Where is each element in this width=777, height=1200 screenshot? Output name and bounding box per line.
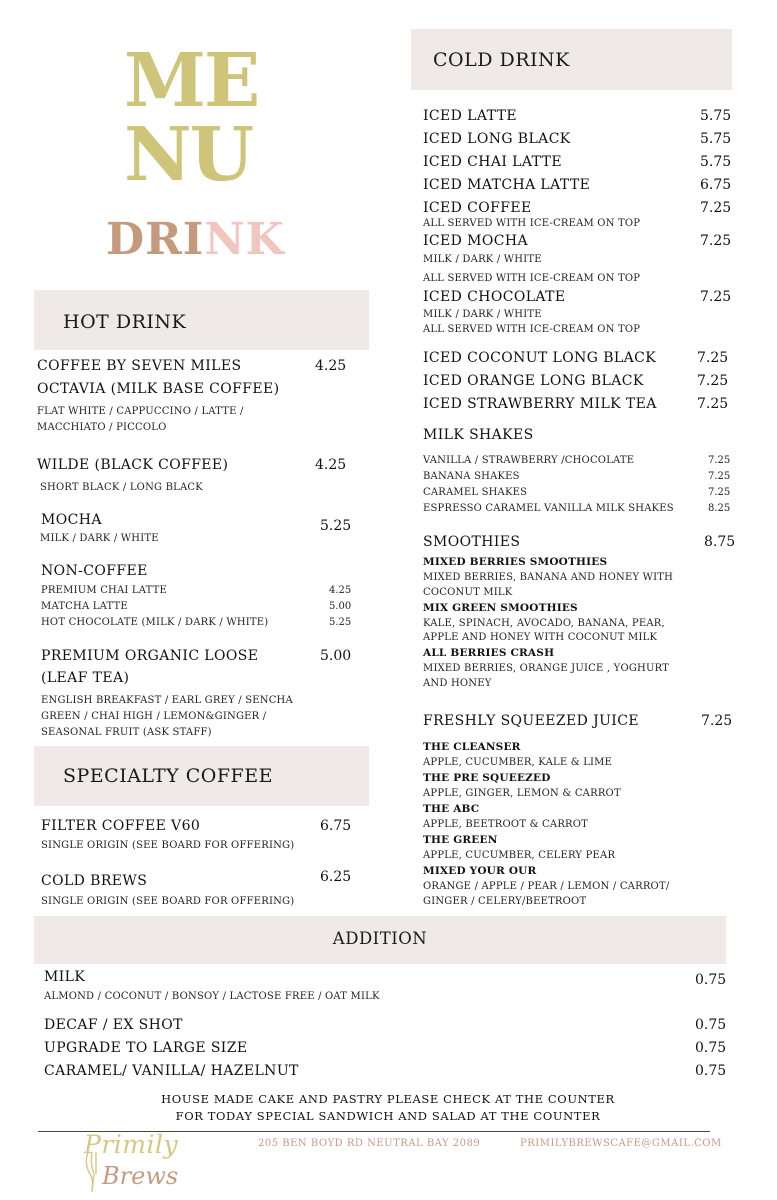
menu-title-line1: ME <box>124 38 259 124</box>
coffee-desc-line1: FLAT WHITE / CAPPUCCINO / LATTE / <box>37 406 244 417</box>
drink-title <box>106 214 285 265</box>
iced-mocha-price: 7.25 <box>700 233 732 249</box>
iced-coffee-desc: ALL SERVED WITH ICE-CREAM ON TOP <box>423 218 641 229</box>
cold-brews-desc: SINGLE ORIGIN (SEE BOARD FOR OFFERING) <box>41 896 295 907</box>
smoothie-name: ALL BERRIES CRASH <box>423 647 555 659</box>
smoothie-desc: MIXED BERRIES, BANANA AND HONEY WITH <box>423 572 674 583</box>
iced-coffee-name: ICED COFFEE <box>423 200 532 216</box>
juice-desc: APPLE, GINGER, LEMON & CARROT <box>423 788 621 799</box>
juice-name: THE ABC <box>423 803 480 815</box>
milk-shake-price: 7.25 <box>708 487 731 498</box>
non-coffee-name: NON-COFFEE <box>41 563 148 579</box>
filter-coffee-name: FILTER COFFEE V60 <box>41 818 201 834</box>
smoothie-name: MIX GREEN SMOOTHIES <box>423 602 578 614</box>
non-coffee-item: HOT CHOCOLATE (MILK / DARK / WHITE) <box>41 617 269 628</box>
wilde-name: WILDE (BLACK COFFEE) <box>37 457 229 473</box>
drink-title-part2: NK <box>204 214 285 265</box>
iced-chocolate-desc2: ALL SERVED WITH ICE-CREAM ON TOP <box>423 324 641 335</box>
cold-brews-price: 6.25 <box>320 869 352 885</box>
juice-desc: GINGER / CELERY/BEETROOT <box>423 896 587 907</box>
cold-drink-price: 7.25 <box>697 350 729 366</box>
cold-drink-price: 5.75 <box>700 131 732 147</box>
tea-desc-line3: SEASONAL FRUIT (ASK STAFF) <box>41 727 212 738</box>
logo-text-brews: Brews <box>102 1162 179 1190</box>
note-line2: FOR TODAY SPECIAL SANDWICH AND SALAD AT THE COUNTER <box>175 1109 601 1123</box>
smoothie-desc: AND HONEY <box>423 678 492 689</box>
addition-price: 0.75 <box>695 1040 727 1056</box>
cold-drink-item: ICED LONG BLACK <box>423 131 571 147</box>
addition-item: CARAMEL/ VANILLA/ HAZELNUT <box>44 1063 299 1079</box>
milk-shake-price: 7.25 <box>708 471 731 482</box>
addition-price: 0.75 <box>695 1017 727 1033</box>
milk-shakes-title: MILK SHAKES <box>423 427 534 443</box>
mocha-name: MOCHA <box>41 512 102 528</box>
juice-name: THE CLEANSER <box>423 741 521 753</box>
mocha-price: 5.25 <box>320 518 352 534</box>
cold-drink-item: ICED ORANGE LONG BLACK <box>423 373 644 389</box>
menu-title-line2: NU <box>124 112 253 198</box>
addition-item: DECAF / EX SHOT <box>44 1017 183 1033</box>
cold-drink-item: ICED CHAI LATTE <box>423 154 562 170</box>
iced-chocolate-desc1: MILK / DARK / WHITE <box>423 309 542 320</box>
juice-name: MIXED YOUR OUR <box>423 865 537 877</box>
mocha-desc: MILK / DARK / WHITE <box>40 533 159 544</box>
tea-name-line1: PREMIUM ORGANIC LOOSE <box>41 648 259 664</box>
addition-item: UPGRADE TO LARGE SIZE <box>44 1040 248 1056</box>
smoothies-title: SMOOTHIES <box>423 534 521 550</box>
logo-text-primily: Primily <box>84 1130 179 1159</box>
smoothie-desc: APPLE AND HONEY WITH COCONUT MILK <box>423 632 658 643</box>
addition-milk-desc: ALMOND / COCONUT / BONSOY / LACTOSE FREE / OAT MILK <box>44 991 380 1002</box>
iced-chocolate-price: 7.25 <box>700 289 732 305</box>
non-coffee-item: PREMIUM CHAI LATTE <box>41 585 168 596</box>
milk-shake-item: ESPRESSO CARAMEL VANILLA MILK SHAKES <box>423 503 674 514</box>
footer-address: 205 BEN BOYD RD NEUTRAL BAY 2089 <box>258 1138 481 1149</box>
wilde-price: 4.25 <box>315 457 347 473</box>
coffee-name-line2: OCTAVIA (MILK BASE COFFEE) <box>37 381 280 397</box>
note-line1: HOUSE MADE CAKE AND PASTRY PLEASE CHECK AT THE COUNTER <box>161 1092 615 1106</box>
coffee-name-line1: COFFEE BY SEVEN MILES <box>37 358 242 374</box>
juice-price: 7.25 <box>701 713 733 729</box>
tea-price: 5.00 <box>320 648 352 664</box>
filter-coffee-price: 6.75 <box>320 818 352 834</box>
milk-shake-item: CARAMEL SHAKES <box>423 487 528 498</box>
coffee-desc-line2: MACCHIATO / PICCOLO <box>37 422 167 433</box>
milk-shake-price: 7.25 <box>708 455 731 466</box>
juice-desc: APPLE, CUCUMBER, KALE & LIME <box>423 757 613 768</box>
addition-milk-price: 0.75 <box>695 972 727 988</box>
smoothie-desc: COCONUT MILK <box>423 587 513 598</box>
juice-desc: ORANGE / APPLE / PEAR / LEMON / CARROT/ <box>423 881 670 892</box>
milk-shake-item: BANANA SHAKES <box>423 471 520 482</box>
smoothies-price: 8.75 <box>704 534 736 550</box>
tea-name-line2: (LEAF TEA) <box>41 670 130 686</box>
menu-title <box>124 38 259 198</box>
addition-title: ADDITION <box>332 929 428 948</box>
cold-drink-item: ICED MATCHA LATTE <box>423 177 591 193</box>
primily-brews-logo <box>80 1130 180 1196</box>
wilde-desc: SHORT BLACK / LONG BLACK <box>40 482 203 493</box>
addition-price: 0.75 <box>695 1063 727 1079</box>
cold-brews-name: COLD BREWS <box>41 873 148 889</box>
drink-title-part1: DRI <box>106 214 205 265</box>
cold-drink-price: 5.75 <box>700 154 732 170</box>
juice-desc: APPLE, BEETROOT & CARROT <box>423 819 589 830</box>
smoothie-desc: KALE, SPINACH, AVOCADO, BANANA, PEAR, <box>423 618 665 629</box>
hot-drink-title: HOT DRINK <box>63 311 187 333</box>
cold-drink-price: 7.25 <box>697 396 729 412</box>
iced-mocha-desc2: ALL SERVED WITH ICE-CREAM ON TOP <box>423 273 641 284</box>
non-coffee-item-price: 4.25 <box>329 585 352 596</box>
iced-mocha-name: ICED MOCHA <box>423 233 528 249</box>
addition-milk-name: MILK <box>44 969 86 985</box>
smoothie-name: MIXED BERRIES SMOOTHIES <box>423 556 608 568</box>
specialty-title: SPECIALTY COFFEE <box>63 765 273 787</box>
tea-desc-line1: ENGLISH BREAKFAST / EARL GREY / SENCHA <box>41 695 293 706</box>
milk-shake-item: VANILLA / STRAWBERRY /CHOCOLATE <box>423 455 635 466</box>
tea-desc-line2: GREEN / CHAI HIGH / LEMON&GINGER / <box>41 711 267 722</box>
cold-drink-price: 5.75 <box>700 108 732 124</box>
cold-drink-title: COLD DRINK <box>433 49 570 71</box>
smoothie-desc: MIXED BERRIES, ORANGE JUICE , YOGHURT <box>423 663 670 674</box>
milk-shake-price: 8.25 <box>708 503 731 514</box>
juice-name: THE GREEN <box>423 834 498 846</box>
cold-drink-price: 6.75 <box>700 177 732 193</box>
non-coffee-item-price: 5.25 <box>329 617 352 628</box>
cold-drink-item: ICED COCONUT LONG BLACK <box>423 350 657 366</box>
juice-desc: APPLE, CUCUMBER, CELERY PEAR <box>423 850 616 861</box>
juice-title: FRESHLY SQUEEZED JUICE <box>423 713 639 729</box>
cold-drink-price: 7.25 <box>697 373 729 389</box>
footer-email[interactable]: PRIMILYBREWSCAFE@GMAIL.COM <box>520 1138 722 1149</box>
iced-mocha-desc1: MILK / DARK / WHITE <box>423 254 542 265</box>
cold-drink-item: ICED STRAWBERRY MILK TEA <box>423 396 657 412</box>
iced-chocolate-name: ICED CHOCOLATE <box>423 289 566 305</box>
coffee-price: 4.25 <box>315 358 347 374</box>
cold-drink-item: ICED LATTE <box>423 108 517 124</box>
non-coffee-item: MATCHA LATTE <box>41 601 128 612</box>
filter-coffee-desc: SINGLE ORIGIN (SEE BOARD FOR OFFERING) <box>41 840 295 851</box>
juice-name: THE PRE SQUEEZED <box>423 772 551 784</box>
non-coffee-item-price: 5.00 <box>329 601 352 612</box>
iced-coffee-price: 7.25 <box>700 200 732 216</box>
